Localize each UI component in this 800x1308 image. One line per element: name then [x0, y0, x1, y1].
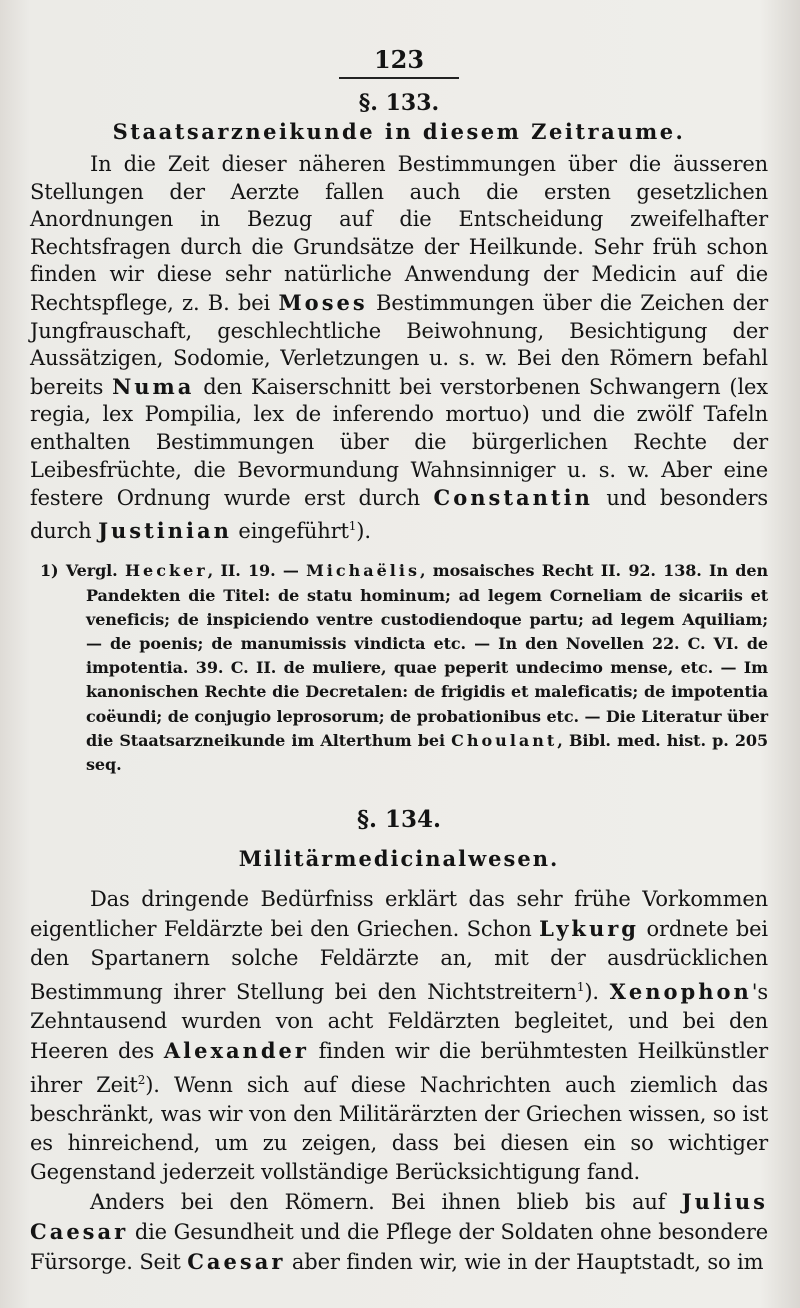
page-content: [30, 46, 768, 1277]
text-run: In die Zeit dieser näheren Bestimmungen über die äusseren Stellungen der Aerzte fallen auch die ersten gesetzlichen Anordnungen in Bezug auf die Entscheidung zweifelhafter Rechtsfragen durch die Grundsätze der Heilkunde. Sehr früh schon finden wir diese sehr natürliche Anwendung der Medicin auf die Rechtspflege, z. B. bei: [30, 152, 768, 315]
spaced-name: Julius Caesar: [30, 1189, 768, 1245]
spaced-name: Alexander: [163, 1038, 309, 1064]
text-run: und besonders durch: [30, 486, 768, 543]
section-133-paragraph: [30, 151, 768, 545]
text-run: Das dringende Bedürfniss erklärt das sehr frühe Vorkommen eigentlicher Feldärzte bei den Griechen. Schon: [30, 887, 768, 942]
text-run: aber finden wir, wie in der Hauptstadt, so im: [285, 1250, 764, 1275]
section-133-footnote: [30, 559, 768, 777]
text-run: eingeführt: [231, 518, 349, 543]
section-134-paragraph-2: [30, 1187, 768, 1277]
text-run: , mosaisches Recht II. 92. 138. In den Pandekten die Titel: de statu hominum; ad legem Corneliam de sicariis et veneficis; de inspiciendo ventre custodiendoque partu; ad legem Aquiliam; — de poenis; de manumissis vindicta etc. — In den Novellen 22. C. VI. de impotentia. 39. C. II. de muliere, quae peperit undecimo mense, etc. — Im kanonischen Rechte die Decretalen: de frigidis et maleficatis; de impotentia coëundi; de conjugio leprosorum; de probationibus etc. — Die Literatur über die Staatsarzneikunde im Alterthum bei: [86, 561, 768, 750]
text-run: den Kaiserschnitt bei verstorbenen Schwangern (lex regia, lex Pompilia, lex de inferendo mortuo) und die zwölf Tafeln enthalten Bestimmungen über die bürgerlichen Rechte der Leibesfrüchte, die Bevormundung Wahnsinniger u. s. w. Aber eine festere Ordnung wurde erst durch: [30, 374, 768, 511]
section-134-paragraph-1: [30, 885, 768, 1187]
text-run: , Bibl. med. hist. p. 205 seq.: [86, 730, 768, 774]
footnote-ref: 1: [348, 518, 357, 533]
spaced-name: Choulant: [451, 730, 558, 750]
spaced-name: Justinian: [98, 517, 232, 543]
spaced-name: Constantin: [433, 485, 593, 511]
text-run: ordnete bei den Spartanern solche Feldärzte an, mit der ausdrücklichen Bestimmung ihrer Stellung bei den Nichtstreitern: [30, 917, 768, 1005]
section-133-title: Staatsarzneikunde in diesem Zeitraume.: [112, 119, 686, 144]
text-run: ).: [356, 518, 371, 543]
text-run: , II. 19. —: [207, 561, 307, 581]
spaced-name: Hecker: [124, 561, 208, 581]
spaced-name: Moses: [278, 289, 368, 315]
spaced-name: Numa: [112, 373, 195, 399]
spaced-name: Xenophon: [609, 979, 752, 1005]
text-run: finden wir die berühmtesten Heilkünstler ihrer Zeit: [30, 1039, 768, 1098]
page-number: 123: [339, 46, 459, 79]
footnote-ref: 1: [576, 980, 585, 995]
text-run: 1) Vergl.: [40, 561, 125, 581]
text-run: ).: [584, 980, 610, 1005]
text-run: die Gesundheit und die Pflege der Soldaten ohne besondere Fürsorge. Seit: [30, 1220, 768, 1275]
text-run: Bestimmungen über die Zeichen der Jungfrauschaft, geschlechtliche Beiwohnung, Besichtigung der Aussätzigen, Sodomie, Verletzungen u. s. w. Bei den Römern befahl bereits: [30, 290, 769, 399]
spaced-name: Lykurg: [539, 916, 639, 942]
section-134-number: §. 134.: [356, 806, 442, 834]
spaced-name: Caesar: [187, 1249, 286, 1275]
spaced-name: Michaëlis: [306, 561, 420, 581]
text-run: 's Zehntausend wurden von acht Feldärzten begleitet, und bei den Heeren des: [30, 980, 769, 1064]
section-133-number: §. 133.: [358, 90, 440, 116]
footnote-ref: 2: [137, 1073, 146, 1088]
section-134-title: Militärmedicinalwesen.: [238, 846, 560, 872]
text-run: ). Wenn sich auf diese Nachrichten auch ziemlich das beschränkt, was wir von den Militärärzten der Griechen wissen, so ist es hinreichend, um zu zeigen, dass bei diesen ein so wichtiger Gegenstand jederzeit vollständige Berücksichtigung fand.: [30, 1073, 768, 1185]
text-run: Anders bei den Römern. Bei ihnen blieb bis auf: [90, 1190, 682, 1215]
